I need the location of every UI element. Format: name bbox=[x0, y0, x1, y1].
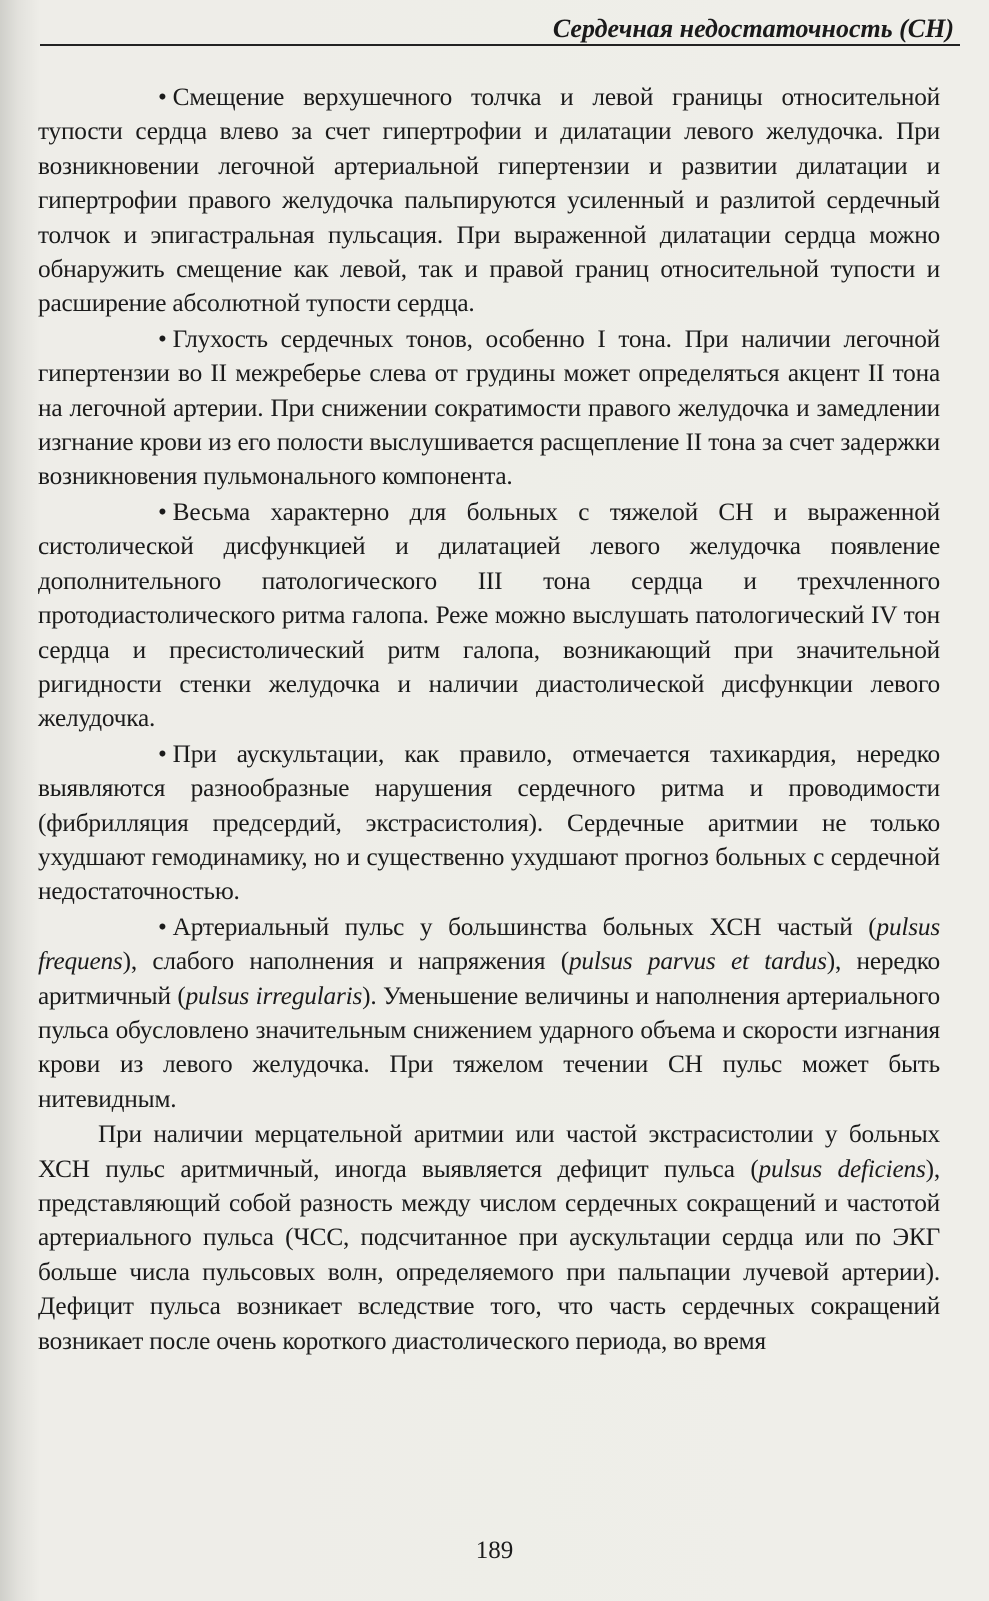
paragraph-text: Артериальный пульс у большинства больных ХСН частый ( bbox=[172, 912, 877, 941]
paragraph-text: Весьма характерно для больных с тяжелой СН и выраженной систолической дисфункцией и дилатацией левого желудочка появление дополнительного патологического III тона сердца и трехчленного протодиастолического ритма галопа. Реже можно выслушать патологический IV тон сердца и пресистолический ритм галопа, возникающий при значительной ригидности стенки желудочка и наличии диастолической дисфункции левого желудочка. bbox=[38, 497, 940, 733]
paragraph-arterial-pulse bbox=[38, 910, 940, 1116]
paragraph-gallop-rhythm bbox=[38, 495, 940, 736]
running-header bbox=[40, 14, 960, 46]
paragraph-text: ), представляющий собой разность между числом сердечных сокращений и частотой артериального пульса (ЧСС, подсчитанное при аускультации сердца или по ЭКГ больше числа пульсовых волн, определяемого при пальпации лучевой артерии). Дефицит пульса возникает вследствие того, что часть сердечных сокращений возникает после очень короткого диастолического периода, во время bbox=[38, 1154, 940, 1355]
latin-term: pulsus deficiens bbox=[758, 1154, 926, 1183]
paragraph-text: ). Уменьшение величины и наполнения артериального пульса обусловлено значительным снижением ударного объема и скорости изгнания крови из левого желудочка. При тяжелом течении СН пульс может быть нитевидным. bbox=[38, 981, 940, 1113]
paragraph-text: ), нередко аритмичный ( bbox=[38, 947, 940, 1010]
bullet-mark: • bbox=[158, 739, 167, 768]
page-number: 189 bbox=[475, 1537, 514, 1564]
paragraph-pulse-deficit bbox=[38, 1117, 940, 1358]
paragraph-text: ), слабого наполнения и напряжения ( bbox=[122, 947, 569, 976]
bullet-mark: • bbox=[158, 912, 167, 941]
bullet-mark: • bbox=[158, 324, 167, 353]
latin-term: pulsus parvus et tardus bbox=[568, 947, 827, 976]
running-head-title: Сердечная недостаточность (СН) bbox=[552, 14, 954, 43]
paragraph-text: Глухость сердечных тонов, особенно I тона. При наличии легочной гипертензии во II межреберье слева от грудины может определяться акцент II тона на легочной артерии. При снижении сократимости правого желудочка и замедлении изгнание крови из его полости выслушивается расщепление II тона за счет задержки возникновения пульмонального компонента. bbox=[38, 324, 940, 491]
bullet-mark: • bbox=[158, 83, 167, 111]
paragraph-text: При аускультации, как правило, отмечается тахикардия, нередко выявляются разнообразные нарушения сердечного ритма и проводимости (фибрилляция предсердий, экстрасистолия). Сердечные аритмии не только ухудшают гемодинамику, но и существенно ухудшают прогноз больных с сердечной недостаточностью. bbox=[38, 739, 940, 906]
paragraph-heart-sounds bbox=[38, 322, 940, 494]
paragraph-text: При наличии мерцательной аритмии или частой экстрасистолии у больных ХСН пульс аритмичный, иногда выявляется дефицит пульса ( bbox=[38, 1120, 940, 1183]
paragraph-apex-beat bbox=[38, 80, 940, 321]
latin-term: pulsus irregularis bbox=[185, 981, 363, 1010]
paragraph-auscultation bbox=[38, 737, 940, 909]
page-body bbox=[38, 80, 940, 1359]
bullet-mark: • bbox=[158, 497, 167, 526]
paragraph-text: Смещение верхушечного толчка и левой границы относительной тупости сердца влево за счет гипертрофии и дилатации левого желудочка. При возникновении легочной артериальной гипертензии и развитии дилатации и гипертрофии правого желудочка пальпируются усиленный и разлитой сердечный толчок и эпигастральная пульсация. При выраженной дилатации сердца можно обнаружить смещение как левой, так и правой границ относительной тупости и расширение абсолютной тупости сердца. bbox=[38, 83, 940, 318]
latin-term: pulsus frequens bbox=[38, 912, 940, 976]
